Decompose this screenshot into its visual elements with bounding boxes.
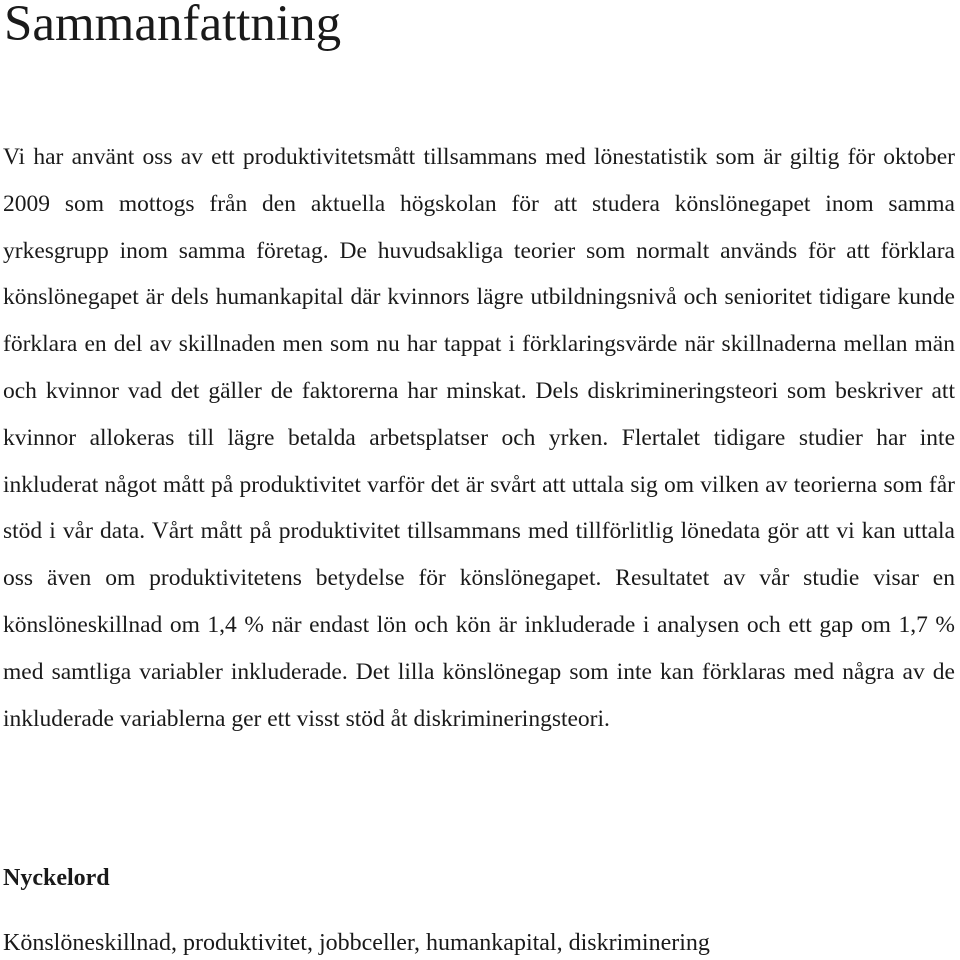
keywords-heading: Nyckelord	[3, 865, 110, 891]
page-title: Sammanfattning	[4, 0, 342, 52]
abstract-paragraph: Vi har använt oss av ett produktivitetsmått tillsammans med lönestatistik som är giltig för oktober 2009 som mottogs från den aktuella högskolan för att studera könslönegapet inom samma yrkesgrupp inom samma företag. De huvudsakliga teorier som normalt används för att förklara könslönegapet är dels humankapital där kvinnors lägre utbildningsnivå och senioritet tidigare kunde förklara en del av skillnaden men som nu har tappat i förklaringsvärde när skillnaderna mellan män och kvinnor vad det gäller de faktorerna har minskat. Dels diskrimineringsteori som beskriver att kvinnor allokeras till lägre betalda arbetsplatser och yrken. Flertalet tidigare studier har inte inkluderat något mått på produktivitet varför det är svårt att uttala sig om vilken av teorierna som får stöd i vår data. Vårt mått på produktivitet tillsammans med tillförlitlig lönedata gör att vi kan uttala oss även om produktivitetens betydelse för könslönegapet. Resultatet av vår studie visar en könslöneskillnad om 1,4 % när endast lön och kön är inkluderade i analysen och ett gap om 1,7 % med samtliga variabler inkluderade. Det lilla könslönegap som inte kan förklaras med några av de inkluderade variablerna ger ett visst stöd åt diskrimineringsteori.	[3, 144, 955, 732]
keywords-list: Könslöneskillnad, produktivitet, jobbceller, humankapital, diskriminering	[3, 930, 710, 956]
